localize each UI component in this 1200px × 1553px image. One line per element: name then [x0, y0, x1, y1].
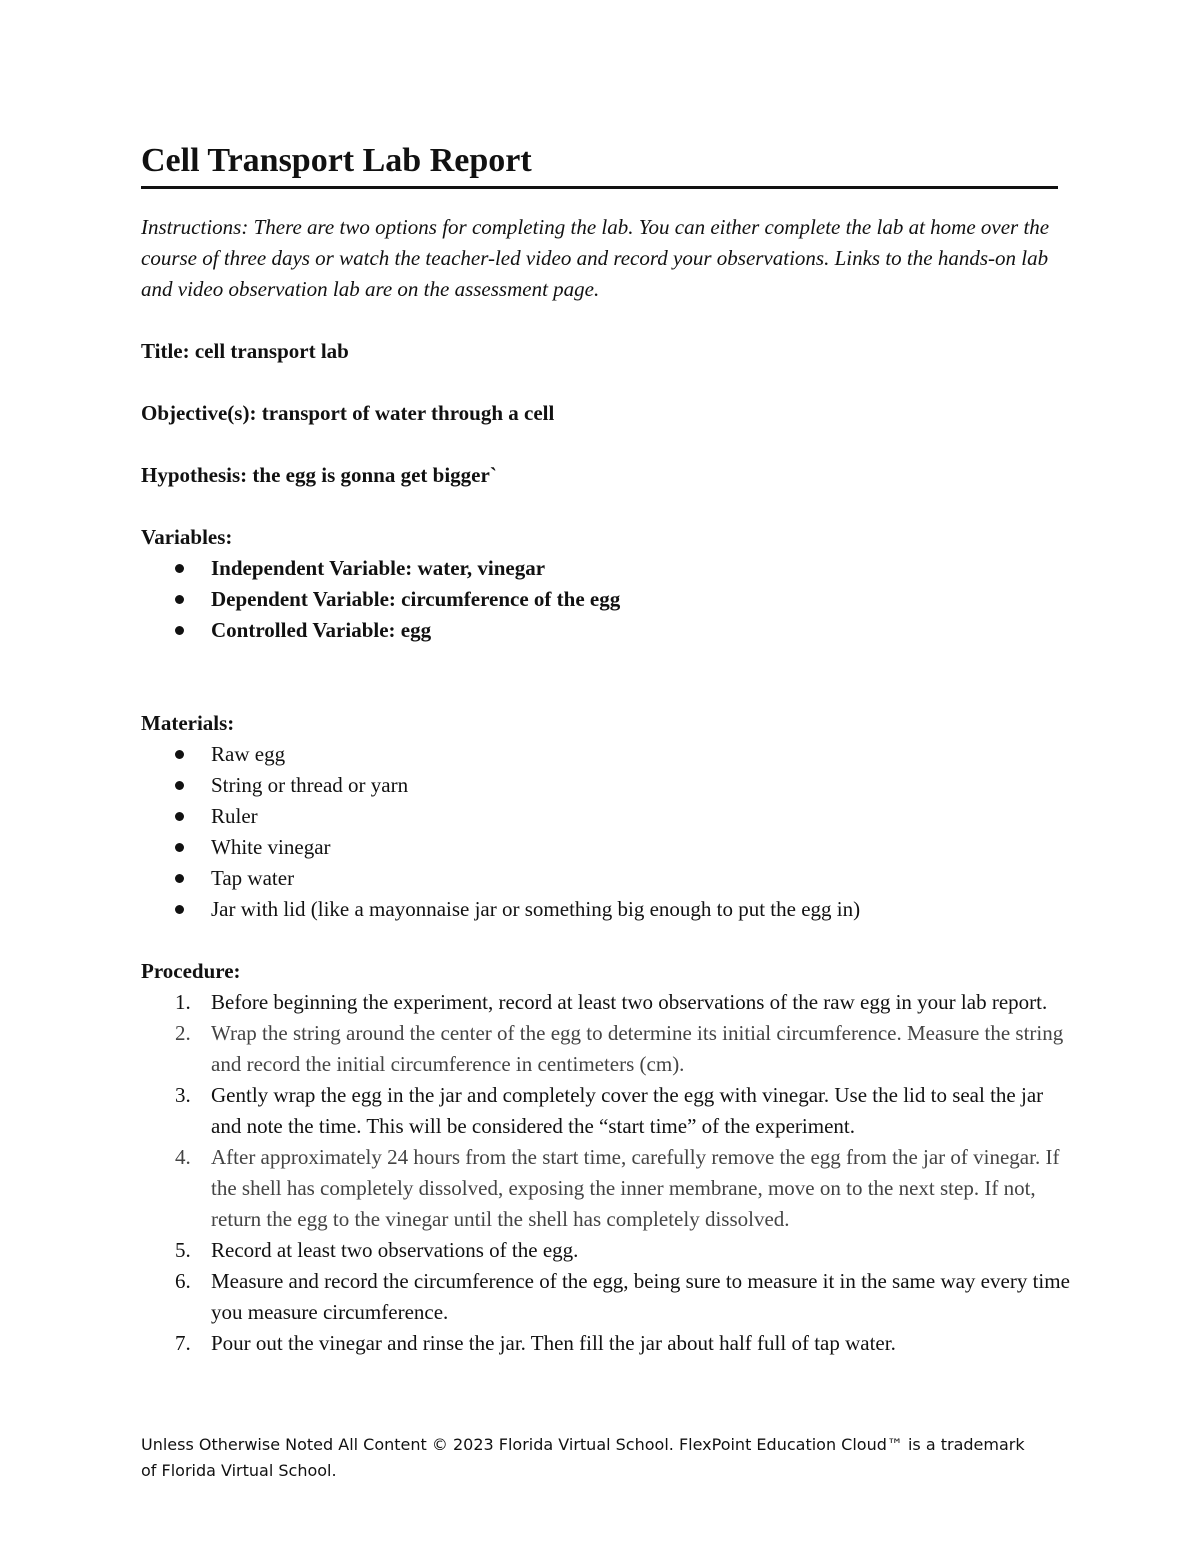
list-item — [141, 863, 1071, 894]
procedure-step — [141, 1266, 1071, 1328]
bullet-icon — [175, 595, 184, 604]
material-item: Ruler — [211, 804, 258, 828]
hypothesis-field: Hypothesis: the egg is gonna get bigger` — [141, 463, 497, 487]
procedure-step — [141, 1080, 1071, 1142]
step-text: Gently wrap the egg in the jar and completely cover the egg with vinegar. Use the lid to seal the jar and note the time. This will be considered the “start time” of the experiment. — [211, 1083, 1044, 1138]
document-body — [141, 212, 1071, 1359]
step-number: 6. — [175, 1269, 191, 1293]
material-item: String or thread or yarn — [211, 773, 409, 797]
material-item: Raw egg — [211, 742, 286, 766]
step-number: 4. — [175, 1145, 191, 1169]
list-item — [141, 615, 1071, 646]
step-number: 2. — [175, 1021, 191, 1045]
materials-label: Materials: — [141, 711, 235, 735]
list-item — [141, 832, 1071, 863]
step-text: Pour out the vinegar and rinse the jar. Then fill the jar about half full of tap water. — [211, 1331, 896, 1355]
list-item — [141, 894, 1071, 925]
procedure-step — [141, 1018, 1071, 1080]
list-item — [141, 553, 1071, 584]
title-block — [141, 140, 1058, 189]
step-text: Before beginning the experiment, record at least two observations of the raw egg in your lab report. — [211, 990, 1048, 1014]
instructions-paragraph: Instructions: There are two options for completing the lab. You can either complete the lab at home over the course of three days or watch the teacher-led video and record your observations. Links to the hands-on lab and video observation lab are on the assessment page. — [141, 215, 1050, 301]
procedure-label: Procedure: — [141, 959, 241, 983]
procedure-step — [141, 1235, 1071, 1266]
bullet-icon — [175, 750, 184, 759]
procedure-step — [141, 987, 1071, 1018]
section-spacer — [141, 925, 1071, 956]
variable-controlled: Controlled Variable: egg — [211, 618, 432, 642]
bullet-icon — [175, 626, 184, 635]
step-number: 3. — [175, 1083, 191, 1107]
variables-list — [141, 553, 1071, 646]
step-number: 1. — [175, 990, 191, 1014]
material-item: White vinegar — [211, 835, 331, 859]
bullet-icon — [175, 812, 184, 821]
variables-label: Variables: — [141, 525, 233, 549]
section-spacer — [141, 646, 1071, 708]
step-text: After approximately 24 hours from the start time, carefully remove the egg from the jar of vinegar. If the shell has completely dissolved, exposing the inner membrane, move on to the next step. If not, return the egg to the vinegar until the shell has completely dissolved. — [211, 1145, 1060, 1231]
procedure-list — [141, 987, 1071, 1359]
list-item — [141, 584, 1071, 615]
objective-field: Objective(s): transport of water through a cell — [141, 401, 555, 425]
title-field: Title: cell transport lab — [141, 339, 349, 363]
page-title: Cell Transport Lab Report — [141, 142, 532, 179]
bullet-icon — [175, 843, 184, 852]
bullet-icon — [175, 905, 184, 914]
step-text: Wrap the string around the center of the egg to determine its initial circumference. Measure the string and record the initial circumference in centimeters (cm). — [211, 1021, 1064, 1076]
list-item — [141, 770, 1071, 801]
list-item — [141, 801, 1071, 832]
bullet-icon — [175, 781, 184, 790]
material-item: Tap water — [211, 866, 295, 890]
step-text: Measure and record the circumference of the egg, being sure to measure it in the same way every time you measure circumference. — [211, 1269, 1070, 1324]
materials-list — [141, 739, 1071, 925]
procedure-step — [141, 1142, 1071, 1235]
variable-independent: Independent Variable: water, vinegar — [211, 556, 546, 580]
step-number: 7. — [175, 1331, 191, 1355]
material-item: Jar with lid (like a mayonnaise jar or something big enough to put the egg in) — [211, 897, 861, 921]
variable-dependent: Dependent Variable: circumference of the egg — [211, 587, 621, 611]
bullet-icon — [175, 874, 184, 883]
bullet-icon — [175, 564, 184, 573]
list-item — [141, 739, 1071, 770]
copyright-footer: Unless Otherwise Noted All Content © 2023 Florida Virtual School. FlexPoint Education Cloud™ is a trademark of Florida Virtual School. — [141, 1435, 1025, 1480]
step-text: Record at least two observations of the egg. — [211, 1238, 579, 1262]
step-number: 5. — [175, 1238, 191, 1262]
procedure-step — [141, 1328, 1071, 1359]
